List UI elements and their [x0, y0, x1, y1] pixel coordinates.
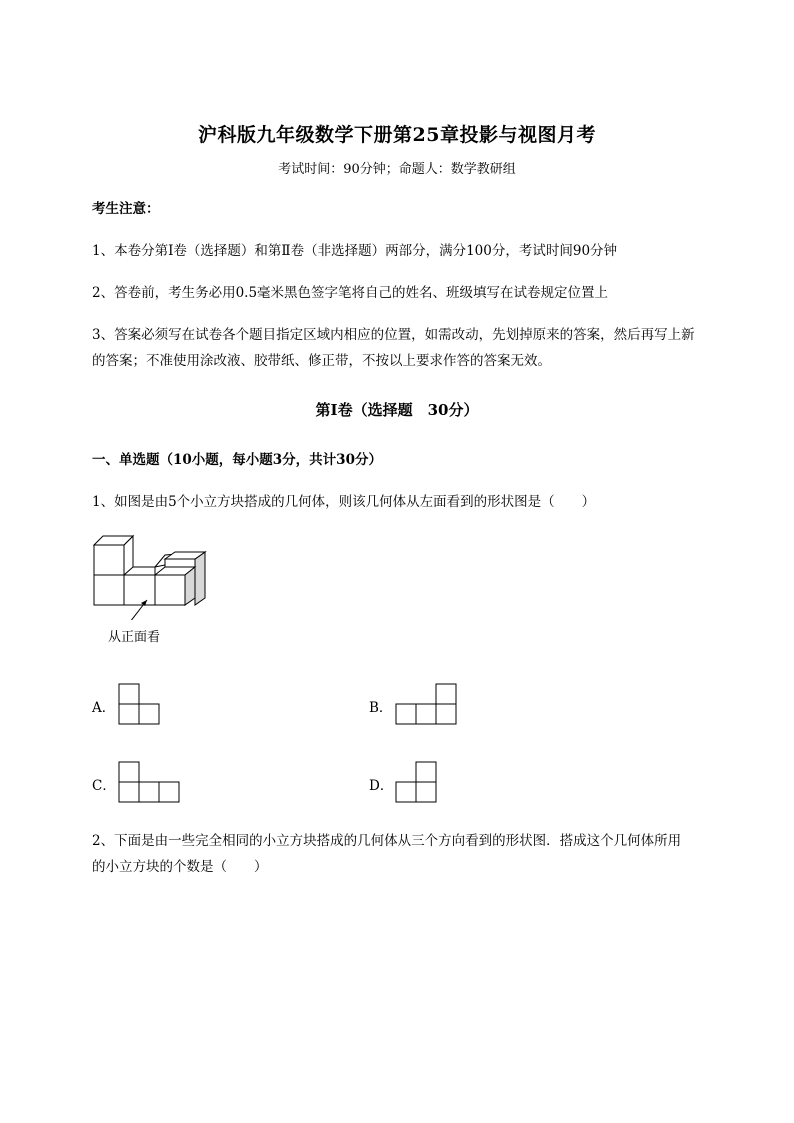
option-a-figure[interactable] [118, 683, 160, 725]
figure-label: 从正面看 [108, 630, 161, 645]
notice-item-1: 1、本卷分第I卷（选择题）和第Ⅱ卷（非选择题）两部分，满分100分，考试时间90分钟 [92, 243, 618, 259]
option-c-figure[interactable] [118, 761, 180, 803]
notice-item-3: 3、答案必须写在试卷各个题目指定区域内相应的位置，如需改动，先划掉原来的答案，然后再写上新 [92, 327, 695, 343]
notice-item-2: 2、答卷前，考生务必用0.5毫米黑色签字笔将自己的姓名、班级填写在试卷规定位置上 [92, 285, 609, 301]
option-b-figure[interactable] [395, 683, 457, 725]
question-2-line-2: 的小立方块的个数是（ ） [92, 859, 268, 875]
option-b-letter[interactable]: B． [369, 700, 393, 716]
notice-heading: 考生注意： [92, 201, 160, 217]
part-heading: 一、单选题（10小题，每小题3分，共计30分） [92, 452, 382, 468]
notice-item-3-cont: 的答案；不准使用涂改液、胶带纸、修正带，不按以上要求作答的答案无效。 [92, 353, 551, 369]
cube-figure [92, 530, 212, 620]
section-title: 第I卷（选择题 30分） [315, 401, 479, 419]
exam-title: 沪科版九年级数学下册第25章投影与视图月考 [198, 124, 596, 146]
option-d-figure[interactable] [395, 761, 437, 803]
question-2-line-1: 2、下面是由一些完全相同的小立方块搭成的几何体从三个方向看到的形状图．搭成这个几何体所用 [92, 833, 682, 849]
option-d-letter[interactable]: D． [369, 778, 394, 794]
question-1-text: 1、如图是由5个小立方块搭成的几何体，则该几何体从左面看到的形状图是（ ） [92, 494, 596, 510]
option-a-letter[interactable]: A． [92, 700, 116, 716]
exam-subtitle: 考试时间：90分钟；命题人：数学教研组 [278, 162, 516, 177]
option-c-letter[interactable]: C． [92, 778, 116, 794]
